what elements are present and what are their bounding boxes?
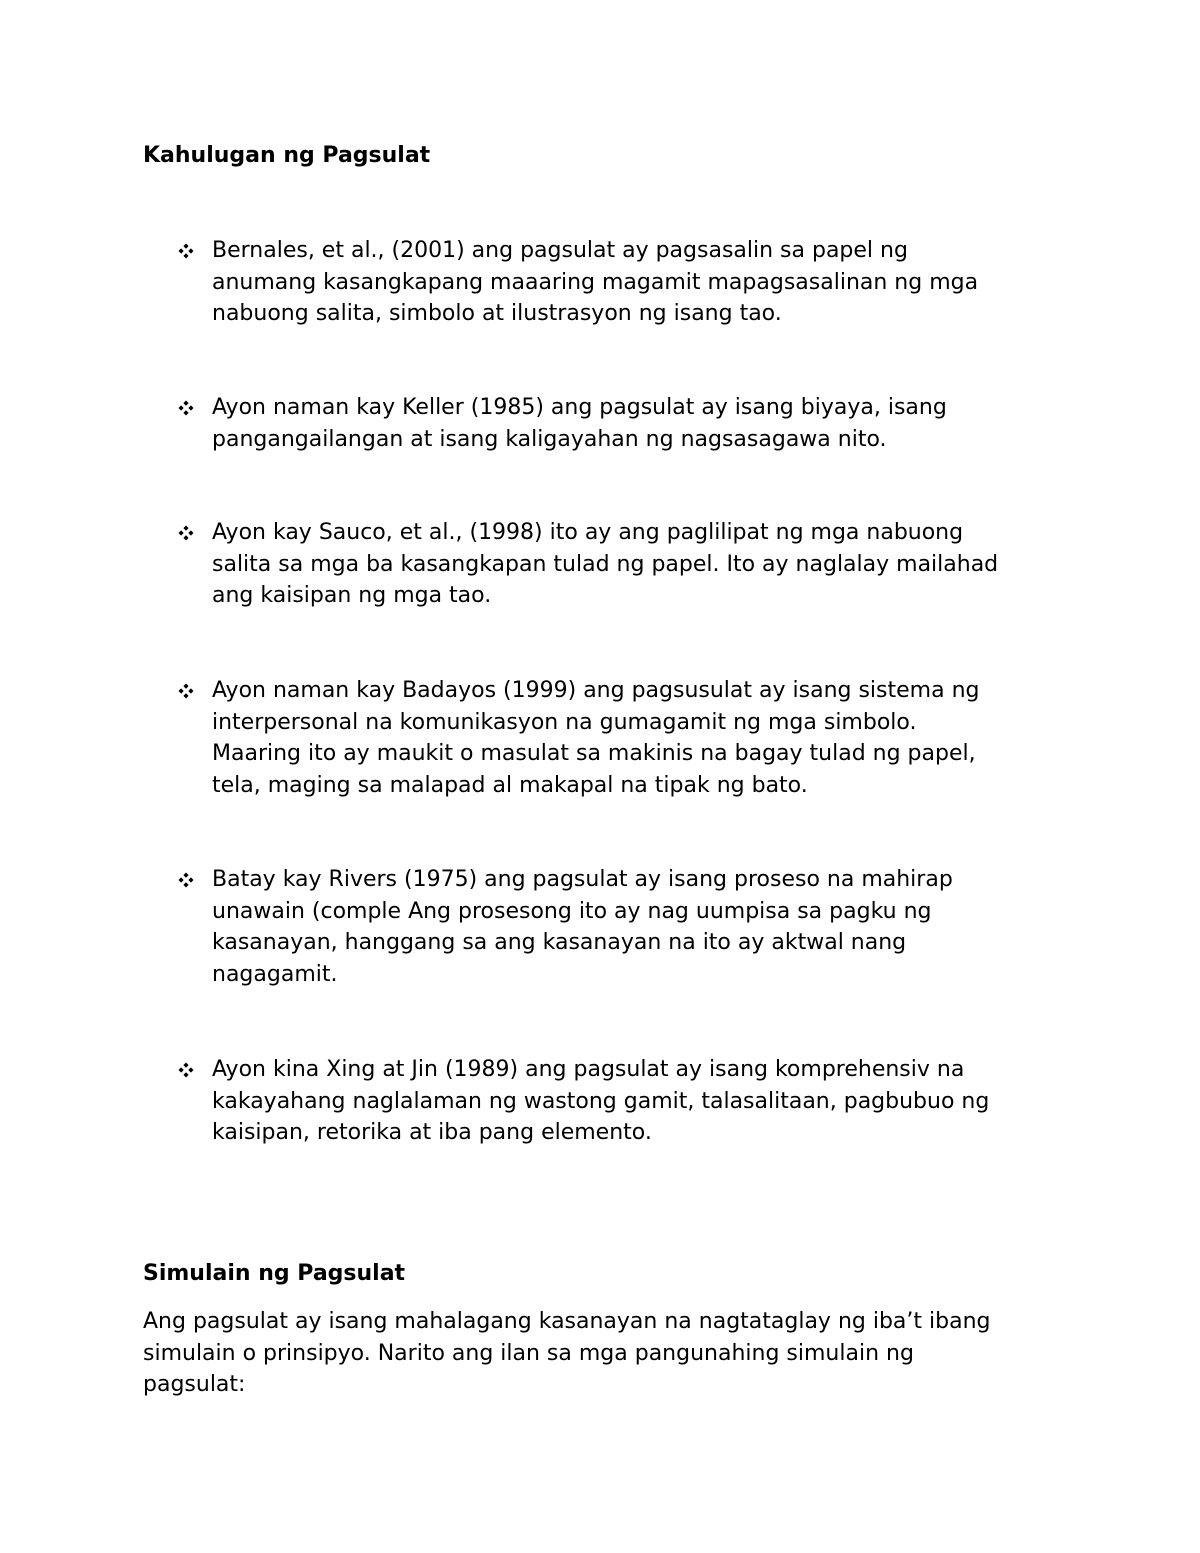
bullet-text: Ayon kay Sauco, et al., (1998) ito ay ang paglilipat ng mga nabuong salita sa mga ba kasangkapan tulad ng papel. Ito ay naglalay mailahad ang kaisipan ng mga tao. — [212, 520, 999, 608]
bullet-item — [178, 675, 1078, 801]
bullet-item — [178, 864, 1078, 990]
bullet-text: Ayon naman kay Keller (1985) ang pagsulat ay isang biyaya, isang pangangailangan at isang kaligayahan ng nagsasagawa nito. — [212, 395, 947, 452]
bullet-text: Bernales, et al., (2001) ang pagsulat ay pagsasalin sa papel ng anumang kasangkapang maaaring magamit mapagsasalinan ng mga nabuong salita, simbolo at ilustrasyon ng isang tao. — [212, 238, 979, 326]
body-paragraph: Ang pagsulat ay isang mahalagang kasanayan na nagtataglay ng iba’t ibang simulain o prinsipyo. Narito ang ilan sa mga pangunahing simulain ng pagsulat: — [143, 1309, 991, 1397]
section-heading-simulain: Simulain ng Pagsulat — [143, 1261, 406, 1286]
four-diamond-bullet-icon — [178, 235, 212, 267]
four-diamond-bullet-icon — [178, 675, 212, 707]
bullet-item — [178, 517, 1078, 612]
section-heading-kahulugan: Kahulugan ng Pagsulat — [143, 143, 431, 168]
four-diamond-bullet-icon — [178, 1054, 212, 1086]
bullet-text: Ayon kina Xing at Jin (1989) ang pagsulat ay isang komprehensiv na kakayahang naglalaman ng wastong gamit, talasalitaan, pagbubuo ng kaisipan, retorika at iba pang elemento. — [212, 1057, 990, 1145]
bullet-item — [178, 1054, 1078, 1149]
four-diamond-bullet-icon — [178, 864, 212, 896]
bullet-item — [178, 392, 1078, 455]
four-diamond-bullet-icon — [178, 517, 212, 549]
four-diamond-bullet-icon — [178, 392, 212, 424]
bullet-text: Batay kay Rivers (1975) ang pagsulat ay isang proseso na mahirap unawain (comple Ang prosesong ito ay nag uumpisa sa pagku ng kasanayan, hanggang sa ang kasanayan na ito ay aktwal nang nagagamit. — [212, 867, 953, 987]
bullet-text: Ayon naman kay Badayos (1999) ang pagsusulat ay isang sistema ng interpersonal na komunikasyon na gumagamit ng mga simbolo. Maaring ito ay maukit o masulat sa makinis na bagay tulad ng papel, tela, maging sa malapad al makapal na tipak ng bato. — [212, 678, 980, 798]
bullet-item — [178, 235, 1078, 330]
